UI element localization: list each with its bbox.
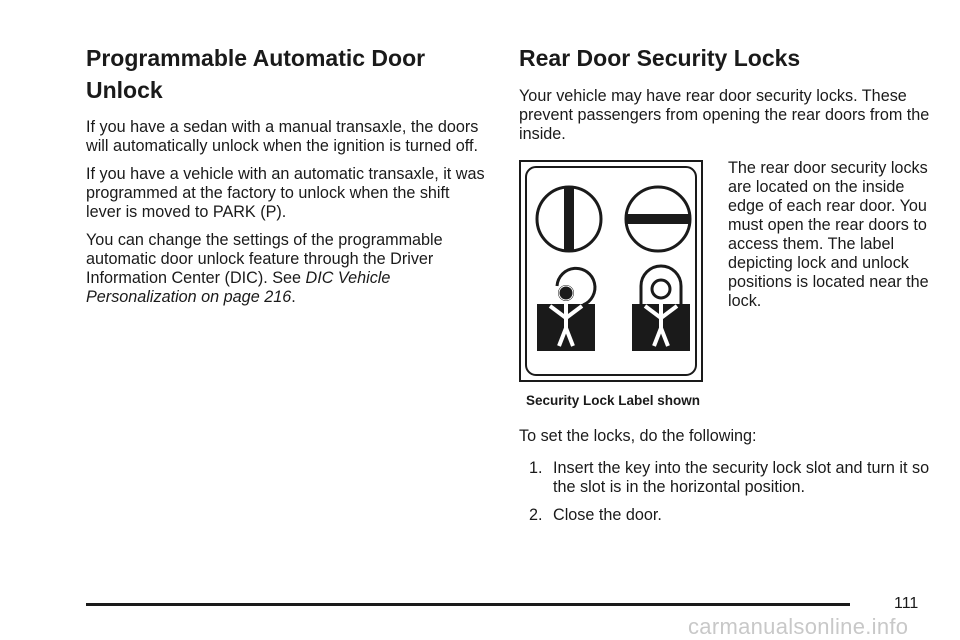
figure-security-lock bbox=[519, 160, 939, 427]
paragraph-intro: Your vehicle may have rear door security locks. These prevent passengers from opening the rear doors from the inside. bbox=[519, 87, 930, 143]
watermark: carmanualsonline.info bbox=[688, 614, 909, 639]
footer-rule bbox=[86, 603, 850, 606]
lock-slot-vertical-icon bbox=[537, 187, 601, 251]
paragraph-settings bbox=[86, 231, 486, 307]
cross-reference-link[interactable]: DIC Vehicle Personalization on page 216 bbox=[86, 269, 391, 306]
right-column bbox=[519, 42, 939, 534]
child-locked-icon bbox=[632, 266, 690, 351]
list-item bbox=[519, 506, 939, 525]
paragraph-settings-text: You can change the settings of the programmable automatic door unlock feature through the Driver Information Center (DIC). See bbox=[86, 231, 443, 287]
security-lock-label-image bbox=[519, 160, 703, 382]
figure-caption: Security Lock Label shown bbox=[525, 393, 701, 408]
step-text: Close the door. bbox=[553, 506, 662, 524]
paragraph-settings-end: . bbox=[291, 288, 296, 306]
security-lock-label-svg bbox=[521, 162, 701, 380]
paragraph-set-intro: To set the locks, do the following: bbox=[519, 427, 757, 445]
step-number: 1. bbox=[529, 459, 543, 477]
paragraph-sedan: If you have a sedan with a manual transaxle, the doors will automatically unlock when the ignition is turned off. bbox=[86, 118, 479, 155]
steps-list bbox=[519, 459, 939, 525]
list-item bbox=[519, 459, 939, 497]
step-text: Insert the key into the security lock slot and turn it so the slot is in the horizontal position. bbox=[553, 459, 930, 496]
paragraph-automatic: If you have a vehicle with an automatic transaxle, it was programmed at the factory to unlock when the shift lever is moved to PARK (P). bbox=[86, 165, 485, 221]
lock-slot-horizontal-icon bbox=[626, 187, 690, 251]
paragraph-lock-location: The rear door security locks are located on the inside edge of each rear door. You must open the rear doors to access them. The label depicting lock and unlock positions is located near the lock. bbox=[728, 159, 929, 310]
page-number: 111 bbox=[894, 595, 919, 612]
section-heading-security-locks: Rear Door Security Locks bbox=[519, 45, 801, 71]
child-unlocked-icon bbox=[537, 268, 595, 351]
step-number: 2. bbox=[529, 506, 543, 524]
left-column bbox=[86, 42, 486, 307]
section-heading-programmable-unlock: Programmable Automatic Door Unlock bbox=[86, 45, 426, 103]
